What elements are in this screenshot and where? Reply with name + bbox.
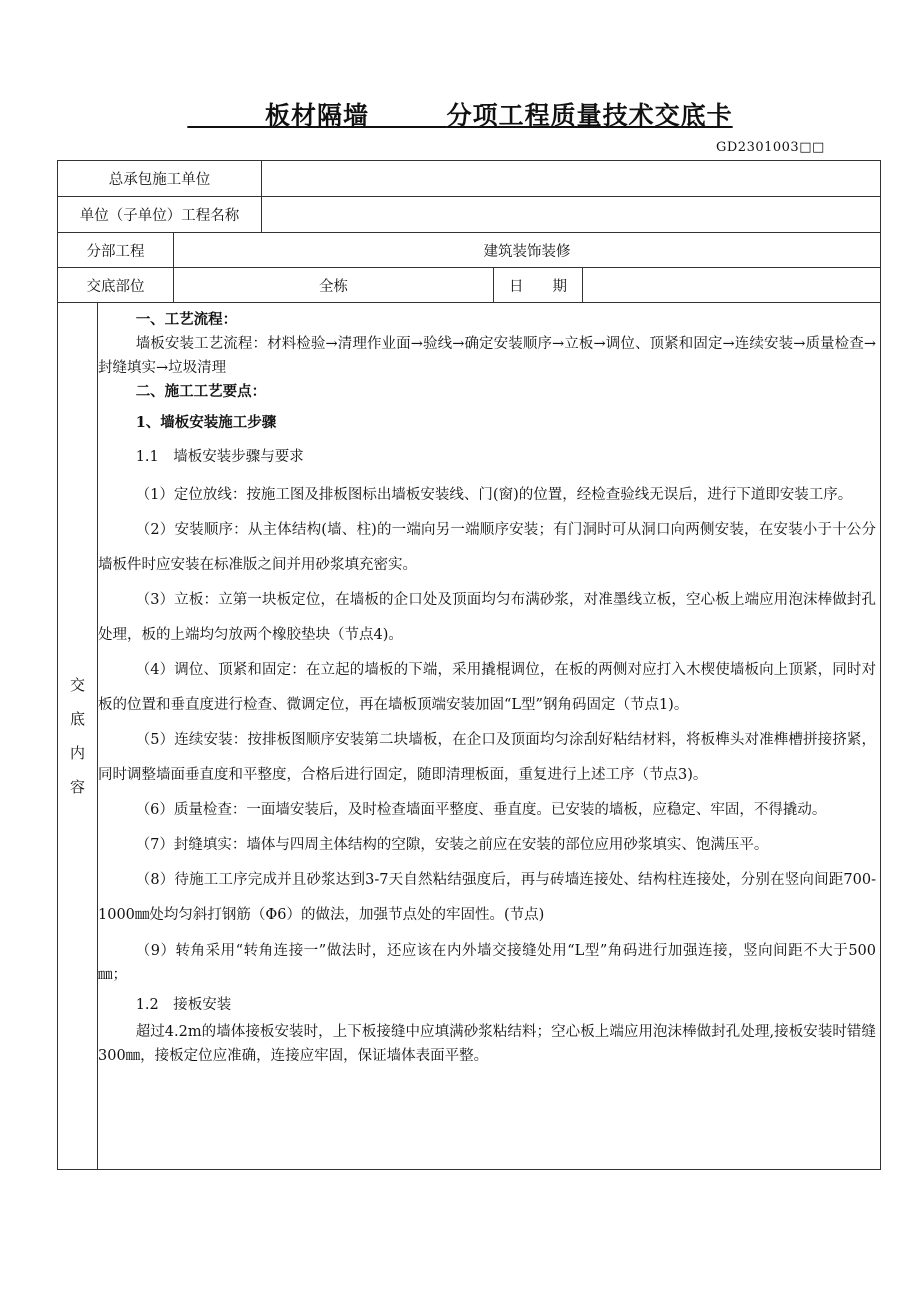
side-char: 内 bbox=[69, 744, 85, 762]
process-flow-text: 墙板安装工艺流程：材料检验→清理作业面→验线→确定安装顺序→立板→调位、顶紧和固定→连续安装→质量检查→封缝填实→垃圾清理 bbox=[98, 336, 876, 376]
step-3: （3）立板：立第一块板定位，在墙板的企口处及顶面均匀布满砂浆，对准墨线立板，空心板上端应用泡沫棒做封孔处理，板的上端均匀放两个橡胶垫块（节点4)。 bbox=[98, 592, 876, 643]
general-contractor-value bbox=[262, 161, 880, 196]
step-1: （1）定位放线：按施工图及排板图标出墙板安装线、门(窗)的位置，经检查验线无误后，进行下道即安装工序。 bbox=[135, 487, 853, 503]
section-1-2: 1.2 接板安装 bbox=[135, 997, 232, 1013]
splice-install-text: 超过4.2m的墙体接板安装时，上下板接缝中应填满砂浆粘结料；空心板上端应用泡沫棒做封孔处理,接板安装时错缝300㎜，接板定位应准确，连接应牢固，保证墙体表面平整。 bbox=[98, 1024, 876, 1064]
project-name-label: 单位（子单位）工程名称 bbox=[79, 208, 240, 224]
step-2: （2）安装顺序：从主体结构(墙、柱)的一端向另一端顺序安装；有门洞时可从洞口向两侧安装，在安装小于十公分墙板件时应安装在标准版之间并用砂浆填充密实。 bbox=[98, 522, 876, 573]
side-char: 底 bbox=[69, 710, 85, 728]
heading-install-steps: 1、墙板安装施工步骤 bbox=[135, 414, 277, 431]
title-main: 分项工程质量技术交底卡 bbox=[446, 101, 733, 130]
section-1-1: 1.1 墙板安装步骤与要求 bbox=[135, 449, 304, 465]
step-4: （4）调位、顶紧和固定：在立起的墙板的下端，采用撬棍调位，在板的两侧对应打入木楔使墙板向上顶紧，同时对板的位置和垂直度进行检查、微调定位，再在墙板顶端安装加固“L型”钢角码固定（节点1)。 bbox=[98, 662, 876, 713]
location-value: 全栋 bbox=[319, 278, 348, 295]
step-5: （5）连续安装：按排板图顺序安装第二块墙板，在企口及顶面均匀涂刮好粘结材料，将板榫头对准榫槽拼接挤紧，同时调整墙面垂直度和平整度，合格后进行固定，随即清理板面，重复进行上述工序（节点3)。 bbox=[98, 732, 876, 783]
step-7: （7）封缝填实：墙体与四周主体结构的空隙，安装之前应在安装的部位应用砂浆填实、饱满压平。 bbox=[135, 837, 769, 853]
date-value bbox=[583, 268, 880, 302]
disclosure-content bbox=[98, 303, 880, 1169]
project-name-value bbox=[262, 197, 880, 232]
disclosure-table bbox=[57, 160, 881, 1170]
title-subject: 板材隔墙 bbox=[264, 101, 369, 130]
general-contractor-label: 总承包施工单位 bbox=[108, 172, 211, 188]
side-char: 容 bbox=[69, 778, 85, 796]
heading-key-points: 二、施工工艺要点： bbox=[135, 383, 267, 400]
document-code: GD2301003□□ bbox=[716, 140, 825, 155]
step-8: （8）待施工工序完成并且砂浆达到3-7天自然粘结强度后，再与砖墙连接处、结构柱连接处，分别在竖向间距700-1000㎜处均匀斜打钢筋（Φ6）的做法，加强节点处的牢固性。(节点) bbox=[98, 872, 876, 923]
division-value: 建筑装饰装修 bbox=[483, 243, 571, 260]
date-label: 日 期 bbox=[509, 278, 567, 295]
step-9: （9）转角采用“转角连接一”做法时，还应该在内外墙交接缝处用“L型”角码进行加强连接，竖向间距不大于500㎜； bbox=[98, 943, 876, 983]
step-6: （6）质量检查：一面墙安装后，及时检查墙面平整度、垂直度。已安装的墙板，应稳定、牢固，不得撬动。 bbox=[135, 802, 827, 818]
side-char: 交 bbox=[69, 676, 85, 694]
division-label: 分部工程 bbox=[86, 243, 145, 260]
document-title bbox=[0, 96, 920, 132]
location-label: 交底部位 bbox=[86, 278, 145, 295]
heading-process-flow: 一、工艺流程： bbox=[135, 311, 238, 328]
disclosure-content-label bbox=[58, 303, 97, 1169]
